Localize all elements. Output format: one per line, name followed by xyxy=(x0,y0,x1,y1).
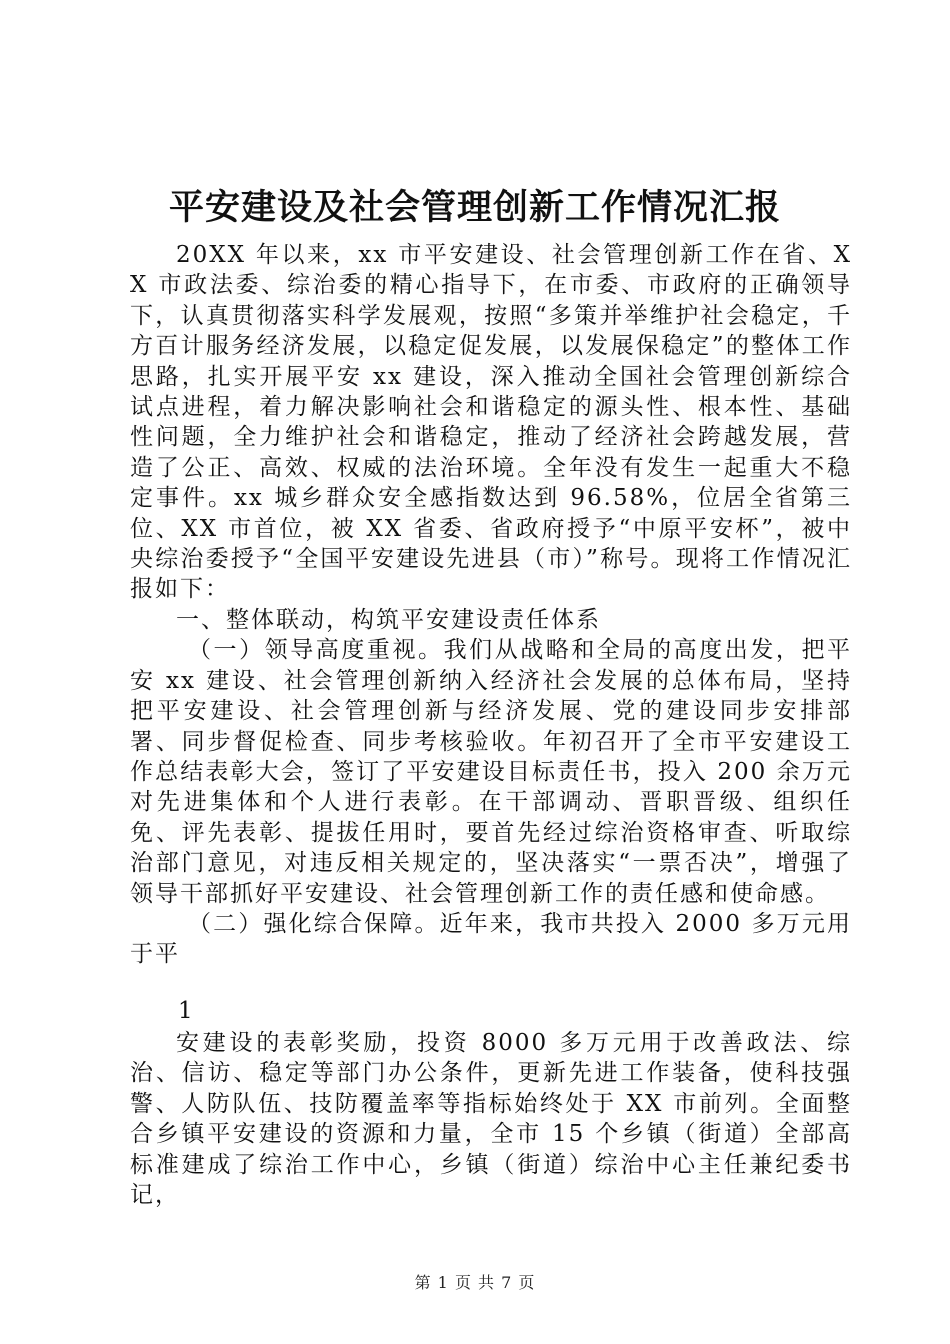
page-footer: 第 1 页 共 7 页 xyxy=(414,1273,536,1292)
section-heading-1: 一、整体联动，构筑平安建设责任体系 xyxy=(176,606,601,633)
document-title: 平安建设及社会管理创新工作情况汇报 xyxy=(168,187,781,228)
document-body-part2 xyxy=(130,1028,852,1210)
document-body-part1 xyxy=(130,240,852,970)
paragraph-guarantee-continued: 安建设的表彰奖励，投资 8000 多万元用于改善政法、综治、信访、稳定等部门办公条件，更新先进工作装备，使科技强警、人防队伍、技防覆盖率等指标始终处于 XX 市前列。全面整合乡镇平安建设的资源和力量，全市 15 个乡镇（街道）全部高标准建成了综治工作中心，乡镇（街道）综治中心主任兼纪委书记， xyxy=(130,1030,852,1209)
paragraph-guarantee-start: （二）强化综合保障。近年来，我市共投入 2000 多万元用于平 xyxy=(130,910,852,968)
paragraph-intro: 20XX 年以来，xx 市平安建设、社会管理创新工作在省、XX 市政法委、综治委的精心指导下，在市委、市政府的正确领导下，认真贯彻落实科学发展观，按照“多策并举维护社会稳定，千方百计服务经济发展，以稳定促发展，以发展保稳定”的整体工作思路，扎实开展平安 xx 建设，深入推动全国社会管理创新综合试点进程，着力解决影响社会和谐稳定的源头性、根本性、基础性问题，全力维护社会和谐稳定，推动了经济社会跨越发展，营造了公正、高效、权威的法治环境。全年没有发生一起重大不稳定事件。xx 城乡群众安全感指数达到 96.58%，位居全省第三位、XX 市首位，被 XX 省委、省政府授予“中原平安杯”，被中央综治委授予“全国平安建设先进县（市）”称号。现将工作情况汇报如下： xyxy=(130,242,852,603)
page-marker: 1 xyxy=(178,998,193,1024)
paragraph-leadership: （一）领导高度重视。我们从战略和全局的高度出发，把平安 xx 建设、社会管理创新纳入经济社会发展的总体布局，坚持把平安建设、社会管理创新与经济发展、党的建设同步安排部署、同步督促检查、同步考核验收。年初召开了全市平安建设工作总结表彰大会，签订了平安建设目标责任书，投入 200 余万元对先进集体和个人进行表彰。在干部调动、晋职晋级、组织任免、评先表彰、提拔任用时，要首先经过综治资格审查、听取综治部门意见，对违反相关规定的，坚决落实“一票否决”，增强了领导干部抓好平安建设、社会管理创新工作的责任感和使命感。 xyxy=(130,637,852,907)
